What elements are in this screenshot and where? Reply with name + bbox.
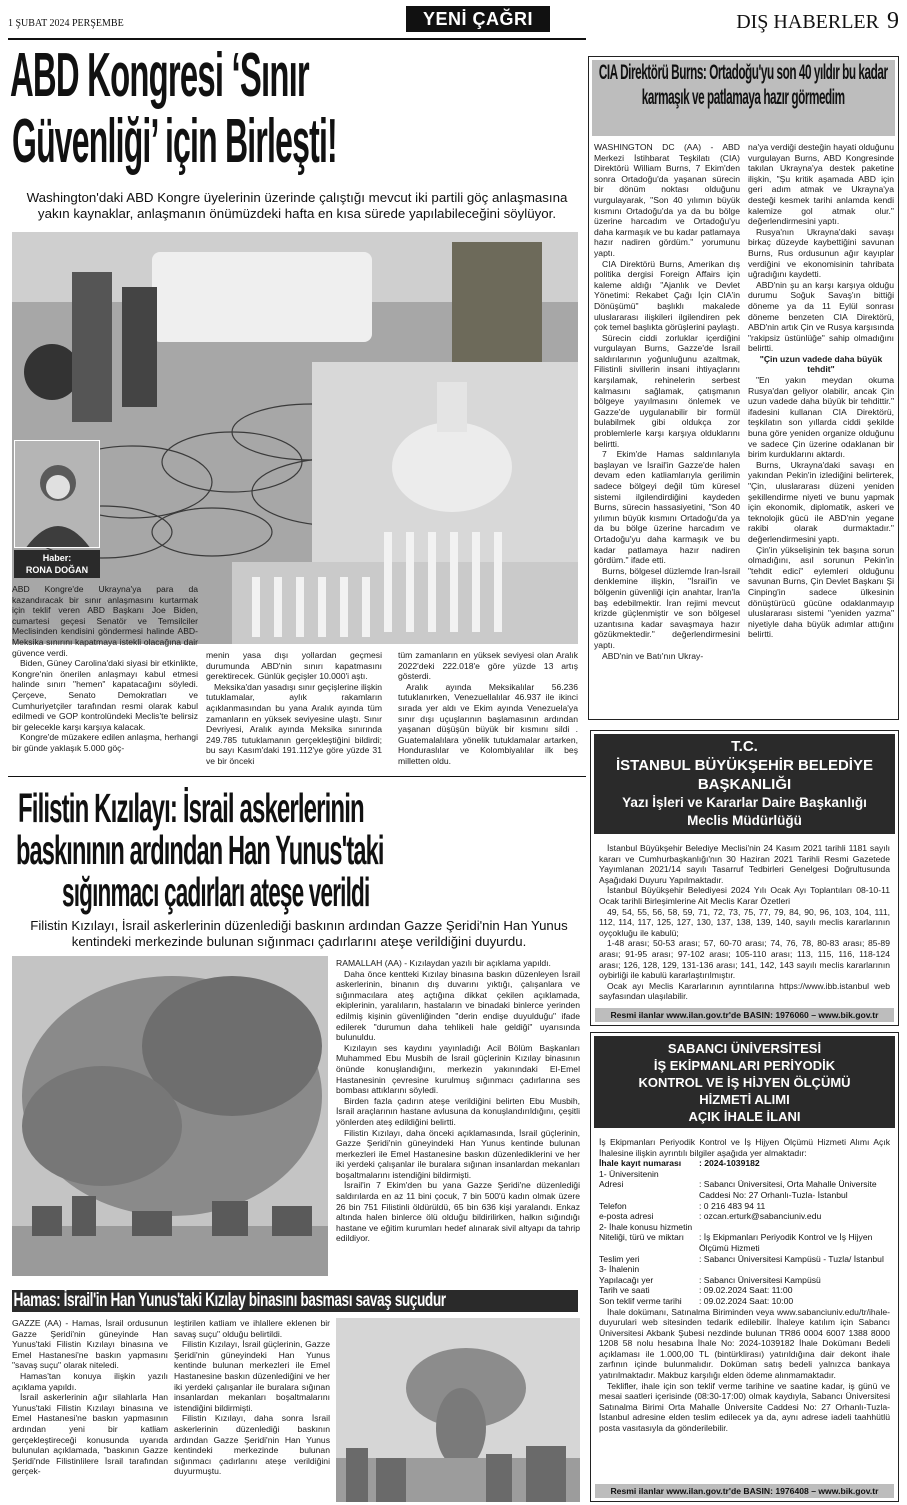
sabanci-notice	[590, 1032, 899, 1502]
byline-label: Haber:	[42, 553, 72, 563]
gaza-paragraph: Birden fazla çadırın ateşe verildiğini belirten Ebu Musbih, İsrail araçlarının hastane avlusuna da konuşlandırıldığını, çeşitli yönlerden ateş edildiğini belirtti.	[336, 1095, 580, 1127]
sabanci-title-line-2: İŞ EKİPMANLARI PERİYODİK	[653, 1058, 836, 1073]
section-title	[736, 8, 899, 35]
detail-key: Telefon	[599, 1200, 627, 1211]
hamas-headline: Hamas: İsrail'in Han Yunus'taki Kızılay binasını basması savaş suçudur	[13, 1290, 446, 1311]
detail-key: 3- İhalenin	[599, 1264, 640, 1275]
detail-value: : İş Ekipmanları Periyodik Kontrol ve İş Hijyen Ölçümü Hizmeti	[699, 1232, 873, 1253]
detail-key: 2- İhale konusu hizmetin	[599, 1221, 693, 1232]
border-capitol-illustration	[12, 232, 578, 644]
hamas-paragraph: GAZZE (AA) - Hamas, İsrail ordusunun Gazze Şeridi'nin güneyinde Han Yunus'taki Filistin Kızılayı binasına ve Emel Hastanesi'ne baskın yapmasını "savaş suçu" olarak niteledi.	[12, 1318, 168, 1371]
lead-paragraph: Meksika'dan yasadışı sınır geçişlerine ilişkin tutuklamalar, aylık rakamların açıklanmasından bu yana Aralık ayında tüm zamanların en yüksek seviyesine ulaştı. Sınır Devriyesi, Aralık ayında Meksika sınırında 249.785 tutuklamanın gerçekleştiğini bildirdi; bu sayı Kasım'daki 191.112'ye göre yüzde 31 ve bir önceki	[206, 681, 382, 766]
cia-paragraph: Sürecin ciddi zorluklar içerdiğini vurgulayan Burns, Gazze'de İsrail saldırılarının yoğunluğunu azaltmak, Filistinli sivillerin insani ihtiyaçlarını karşılamak, rehinelerin serbest kalmasını sağlamak, çatışmanın bölgeye yayılmasını önlemek ve Gazze'de uygulanabilir bir formül bulabilmek gibi oldukça zor problemlerle karşı karşıya olduklarını belirtti.	[594, 332, 740, 449]
header-rule	[8, 38, 586, 40]
lead-headline-line-1: ABD Kongresi ‘Sınır	[10, 41, 309, 110]
reporter-photo	[14, 440, 100, 548]
border-photo	[12, 232, 578, 644]
sabanci-detail-row	[599, 1158, 890, 1169]
hamas-paragraph: leştirilen katliam ve ihlallere eklenen bir savaş suçu" olduğu belirtildi.	[174, 1318, 330, 1339]
cia-paragraph: 7 Ekim'de Hamas saldırılarıyla başlayan ve İsrail'in Gazze'de halen devam eden katliamlarıyla gerilimin sadece bölgeyi değil tüm küresel sistemi ilgilendirdiğini kaydeden Burns, sürecin hassasiyetini, "Son 40 yılımın büyük kısmını Ortadoğu'da ya da bu bölge üzerine harcadım ve Ortadoğu'yu daha karmaşık ve bu kadar patlamaya hazır nadiren gördüm." ifade etti.	[594, 449, 740, 566]
ibb-paragraph: İstanbul Büyükşehir Belediyesi 2024 Yılı Ocak Ayı Toplantıları 08-10-11 Ocak tarihli Birleşimlerine Ait Meclis Karar Özetleri	[599, 885, 890, 906]
lead-paragraph: tüm zamanların en yüksek seviyesi olan Aralık 2022'deki 222.018'e göre yüzde 13 artış gösterdi.	[398, 650, 578, 682]
page-number: 9	[887, 8, 899, 34]
sabanci-title-line-1: SABANCI ÜNİVERSİTESİ	[667, 1041, 822, 1056]
detail-key: 1- Üniversitenin	[599, 1168, 659, 1179]
lead-column-3	[398, 650, 578, 767]
explosion-photo	[336, 1318, 580, 1502]
section-name: DIŞ HABERLER	[736, 11, 879, 33]
explosion-illustration	[336, 1318, 580, 1502]
detail-value	[699, 1169, 890, 1180]
sabanci-detail-row	[599, 1169, 890, 1180]
detail-value: : ozcan.erturk@sabanciuniv.edu	[699, 1211, 822, 1222]
detail-value	[699, 1222, 890, 1233]
gaza-body	[336, 958, 580, 1244]
detail-key: İhale kayıt numarası	[599, 1158, 682, 1169]
cia-paragraph: WASHINGTON DC (AA) - ABD Merkezi İstihbarat Teşkilatı (CIA) Direktörü William Burns, 7 Ekim'den sonra Ortadoğu'da yaşanan sürecin bir dönüm noktası olduğunu vurgulayarak, "Son 40 yılımın büyük kısmını Ortadoğu'da ya da bu bölge üzerine harcadım ve Ortadoğu'yu daha karmaşık ve bu kadar patlamaya hazır nadiren gördüm." yorumunu yaptı.	[594, 142, 740, 258]
detail-value: : 09.02.2024 Saat: 11:00	[699, 1285, 793, 1296]
detail-value	[699, 1264, 890, 1275]
lead-paragraph: Biden, Güney Carolina'daki siyasi bir etkinlikte, Kongre'nin önerilen anlaşmayı kabul etmesi halinde sınırı "hemen" kapatacağını söyledi. Çerçeve, Senato Demokratları ve Cumhuriyetçiler tarafından resmi olarak kabul edilmedi ve GOP kontrolündeki Meclis'te belirsiz bir gelecekle karşı karşıya kalacak.	[12, 658, 198, 732]
lead-paragraph: Aralık ayında Meksikalılar 56.236 tutuklanırken, Venezuellalılar 46.937 ile ikinci sırada yer aldı ve Ekim ayında Venezuela'ya sınır dışı uçuşlarının başlamasının ardından yaşanan düşüşün büyük bir kısmını sildi . Guatemalalılara yönelik tutuklamalar artarken, Honduraslılar ve Kolombiyalılar ilk beş milletten oldu.	[398, 681, 578, 766]
lead-headline-line-2: Güvenliği’ için Birleşti!	[12, 107, 337, 176]
sabanci-paragraph: İhale dokümanı, Satınalma Biriminden veya www.sabanciuniv.edu/tr/ihale-duyurulari web sitesinden tedarik edilebilir. İhaleye katılım için Sabancı Üniversitesi Akbank Şubesi nezdinde bulunan TR86 0004 6007 1388 8000 1208 58 nolu hesabına İhale No: 2024-1039182 İhale Dokümanı Bedeli açıklaması ile 1.000,00 TL (bintürklirası) yatırıldığına dair dekont ihale zarfının içinde bulunmalıdır. Doküman satış bedeli yalnızca bankaya yatırılmaktadır. Makbuz karşılığı elden ödeme alınmamaktadır.	[599, 1306, 890, 1381]
cia-paragraph: "En yakın meydan okuma Rusya'dan geliyor olabilir, ancak Çin uzun vadede daha büyük bir tehdittir." ifadesini kullanan CIA Direktörü, teşkilatın son yıllarda ciddi şekilde buna göre yeniden organize olduğunu ve sadece Çin üzerine odaklanan bir birim kurduklarını aktardı.	[748, 375, 894, 460]
gaza-paragraph: Filistin Kızılayı, daha önceki açıklamasında, İsrail güçlerinin, Gazze Şeridi'nin güneyindeki Han Yunus kentinde bulunan merkezleri ile Emel Hastanesine baskın düzenlediklerini ve her iki yerdeki çalışanlar ile buralara sığınan insanlardan mekanları boşaltmalarını istendiğini bildirmişti.	[336, 1127, 580, 1180]
section-divider	[8, 776, 586, 777]
detail-key: e-posta adresi	[599, 1211, 654, 1222]
ibb-org-line-2: BAŞKANLIĞI	[697, 776, 792, 793]
detail-key: Tarih ve saati	[599, 1285, 650, 1296]
gaza-standfirst: Filistin Kızılayı, İsrail askerlerinin düzenlediği baskının ardından Gazze Şeridi'nin Han Yunus kentindeki merkezinde bulunan sığınmacı çadırlarını ateşe verildiğini duyurdu.	[30, 918, 568, 949]
cia-column-2	[748, 142, 894, 640]
detail-value: : Sabancı Üniversitesi, Orta Mahalle Üniversite Caddesi No: 27 Orhanlı-Tuzla- İstanbul	[699, 1179, 877, 1200]
gaza-paragraph: İsrail'in 7 Ekim'den bu yana Gazze Şeridi'ne düzenlediği saldırılarda en az 11 bini çocuk, 7 bin 500'ü kadın olmak üzere 26 bin 751 Filistinli öldürüldü, 65 bin 636 kişi yaralandı. Enkaz altında halen binlerce ölü olduğu bildirilirken, halkın sığındığı hastane ve eğitim kurumları hedef alınarak sivil altyapı da tahrip edildiyor.	[336, 1180, 580, 1244]
sabanci-detail-row	[599, 1285, 890, 1296]
cia-paragraph: ABD'nin ve Batı'nın Ukray-	[602, 650, 704, 661]
sabanci-detail-row	[599, 1201, 890, 1212]
ibb-body	[591, 837, 898, 1002]
sabanci-detail-row	[599, 1211, 890, 1222]
sabanci-content	[591, 1131, 898, 1434]
ibb-paragraph: 1-48 arası; 50-53 arası; 57, 60-70 arası; 74, 76, 78, 80-83 arası; 85-89 arası; 91-95 arası; 97-102 arası; 105-110 arası; 113, 115, 116, 118-124 arası; 126, 128, 129, 131-136 arası; 141, 142, 143 sayılı meclis kararlarının oybirliği ile kabulü kararlaştırılmıştır.	[599, 938, 890, 981]
cia-paragraph: CIA Direktörü Burns, Amerikan dış politika dergisi Foreign Affairs için kaleme aldığı "Ajanlık ve Devlet Yönetimi: Rekabet Çağı İçin CIA'in Dönüşümü" başlıklı makalede uluslararası ilişkileri ilgilendiren pek çok temel başlıkta görüşlerini paylaştı.	[594, 258, 740, 333]
sabanci-detail-row	[599, 1264, 890, 1275]
sabanci-intro: İş Ekipmanları Periyodik Kontrol ve İş Hijyen Ölçümü Hizmeti Alımı Açık İhalesine ilişkin ayrıntılı bilgiler aşağıda yer almaktadır:	[599, 1137, 890, 1158]
cia-column-1	[594, 142, 740, 661]
ibb-dept-line-2: Meclis Müdürlüğü	[687, 813, 802, 828]
cia-paragraph: ABD'nin şu an karşı karşıya olduğu durumu Soğuk Savaş'ın bittiği döneme ya da 11 Eylül sonrası döneme benzeten CIA Direktörü, ABD'nin artık Çin ve Rusya karşısında "rakipsiz üstünlüğe" sahip olmadığını belirtti.	[748, 279, 894, 354]
detail-value: : 09.02.2024 Saat: 10:00	[699, 1295, 794, 1306]
gaza-paragraph: Kızılayın ses kaydını yayınladığı Acil Bölüm Başkanları Muhammed Ebu Musbih de İsrail güçlerinin Kızılay binasının önünde konuşlandığını, merkezin yakınındaki El-Emel Hastanesinin çevresine kurulmuş sığınmacı çadırlarına ses bombası attıklarını söyledi.	[336, 1042, 580, 1096]
sabanci-detail-row	[599, 1296, 890, 1307]
ibb-tc: T.C.	[731, 738, 758, 755]
ibb-paragraph: 49, 54, 55, 56, 58, 59, 71, 72, 73, 75, 77, 79, 84, 90, 96, 103, 104, 111, 112, 114, 117, 125, 127, 130, 137, 138, 139, 140, sayılı meclis kararlarının oyçokluğu ile kabulü;	[599, 906, 890, 938]
issue-date: 1 ŞUBAT 2024 PERŞEMBE	[8, 18, 124, 29]
lead-column-1	[12, 584, 198, 754]
sabanci-paragraph: Teklifler, ihale için son teklif verme tarihine ve saatine kadar, iş günü ve mesai saatleri içerisinde (08:30-17:00) olmak kaydıyla, Sabancı Üniversitesi Satınalma Birimi Orta Mahalle Üniversite Caddesi No: 27 Orhanlı-Tuzla-İstanbul adresine elden teslim edilecek ya da, aynı adrese iadeli taahhütlü posta vasıtasıyla da gönderilebilir.	[599, 1380, 890, 1434]
reporter-portrait	[15, 441, 100, 548]
ibb-notice	[590, 730, 899, 1026]
cia-paragraph: Burns, bölgesel düzlemde İran-İsrail denklemine ilişkin, "İsrail'in ve bölgenin güvenliği için anahtar, İran'la baş edebilmektir. İran rejimi mevcut krizde güçlenmiştir ve son bölgesel uzantısına kadar savaşmaya hazır gözükmektedir." değerlendirmesini yaptı.	[594, 565, 740, 650]
sabanci-detail-row	[599, 1254, 890, 1265]
byline-box	[14, 550, 100, 578]
page-header	[8, 6, 899, 36]
sabanci-footer: Resmi ilanlar www.ilan.gov.tr'de BASIN: 1976408 – www.bik.gov.tr	[595, 1484, 894, 1498]
sabanci-details	[599, 1158, 890, 1306]
detail-key: Niteliği, türü ve miktarı	[599, 1232, 685, 1243]
detail-value: : 0 216 483 94 11	[699, 1200, 766, 1211]
gaza-headline-line-2: baskınının ardından Han Yunus'taki	[16, 827, 384, 873]
newspaper-logo: YENİ ÇAĞRI	[406, 6, 550, 32]
sabanci-detail-row	[599, 1222, 890, 1233]
lead-paragraph: ABD Kongre'de Ukrayna'ya para da kazandıracak bir sınır anlaşmasını kurtarmak için teklif veren ABD Başkanı Joe Biden, cumartesi geçesi Senatör ve Temsilciler Meclisinden kendisini göndermesi halinde ABD-Meksika sınırını kapatmaya istekli olacağına dair güvence verdi.	[12, 584, 198, 658]
cia-paragraph: na'ya verdiği desteğin hayati olduğunu vurgulayan Burns, ABD Kongresinde takılan Ukrayna'ya destek paketine ilişkin, "Şu kritik aşamada ABD için geri adım atmak ve Ukrayna'ya desteği kesmek tarihi anlamda kendi kalemize gol atmak olur." değerlendirmesini yaptı.	[748, 142, 894, 227]
smoke-photo	[12, 956, 328, 1276]
sabanci-title-line-5: AÇIK İHALE İLANI	[688, 1109, 801, 1124]
detail-key: Yapılacağı yer	[599, 1274, 654, 1285]
sabanci-title-line-4: HİZMETİ ALIMI	[699, 1092, 790, 1107]
sabanci-detail-row	[599, 1232, 890, 1253]
gaza-headline-line-3: sığınmacı çadırları ateşe verildi	[62, 869, 370, 915]
cia-headline-band	[592, 60, 895, 136]
detail-value: : Sabancı Üniversitesi Kampüsü - Tuzla/ İstanbul	[699, 1253, 884, 1264]
ibb-footer: Resmi ilanlar www.ilan.gov.tr'de BASIN: 1976060 – www.bik.gov.tr	[595, 1008, 894, 1022]
cia-paragraph: Burns, Ukrayna'daki savaşı en yakından Pekin'in izlediğini belirterek, "Çin, uluslararası düzeni yeniden şekillendirme niyeti ve bunu yapmak için ekonomik, diplomatik, askeri ve teknolojik gücü ile ABD'nin yegane rakibi olarak durmaktadır." değerlendirmesini yaptı.	[748, 459, 894, 544]
hamas-paragraph: Hamas'tan konuya ilişkin yazılı açıklama yapıldı.	[12, 1370, 168, 1392]
cia-paragraph: Çin'in yükselişinin tek başına sorun olmadığını, asıl sorunun Pekin'in "tehdit edici" eylemleri olduğunu savunan Burns, Çin Devlet Başkanı Şi Cinping'in sadece ülkesinin dönüştürücü gücüne odaklanmayıp uluslararası sistemi "yeniden yazma" niyetiyle daha büyük adımlar attığını belirtti.	[748, 544, 894, 640]
ibb-paragraph: Ocak ayı Meclis Kararlarının ayrıntılarına https://www.ibb.istanbul web sayfasından ulaşılabilir.	[599, 980, 890, 1002]
sabanci-detail-row	[599, 1275, 890, 1286]
detail-value: : 2024-1039182	[699, 1158, 760, 1169]
ibb-header	[594, 734, 895, 834]
gaza-paragraph: RAMALLAH (AA) - Kızılaydan yazılı bir açıklama yapıldı.	[336, 958, 551, 968]
hamas-paragraph: Filistin Kızılayı, daha sonra İsrail askerlerinin düzenlediği baskının ardından Gazze Şeridi'nin Han Yunus kentindeki merkezinde bulunan sığınmacı çadırlarını ateşe verildiğini duyurmuştu.	[174, 1413, 330, 1477]
gaza-paragraph: Daha önce kentteki Kızılay binasına baskın düzenleyen İsrail askerlerinin, binanın dış duvarını yıktığı, çalışanlara ve sığınmacılara ateş açtığına dikkat çekilen açıklamada, ekiplerinin, yaralıların, hastaların ve binadaki binlerce yerinden edilmiş kişinin güvenliğinden "derin endişe duyulduğu" ifade edilerek "durumun daha tehlikeli hale geldiği" uyarısında bulunuldu.	[336, 968, 580, 1043]
hamas-column-1	[12, 1318, 168, 1477]
smoke-illustration	[12, 956, 328, 1276]
detail-key: Adresi	[599, 1179, 624, 1190]
lead-standfirst: Washington'daki ABD Kongre üyelerinin üzerinde çalıştığı mevcut iki partili göç anlaşmasına yakın kaynaklar, anlaşmanın önümüzdeki hafta en kısa sürede yapılabileceğini söylüyor.	[26, 190, 568, 221]
sabanci-body	[599, 1307, 890, 1434]
detail-value: : Sabancı Üniversitesi Kampüsü	[699, 1274, 821, 1285]
lead-column-2	[206, 650, 382, 767]
sabanci-detail-row	[599, 1179, 890, 1200]
ibb-paragraph: İstanbul Büyükşehir Belediye Meclisi'nin 24 Kasım 2021 tarihli 1181 sayılı kararı ve Cumhurbaşkanlığı'nın 30 Haziran 2021 Tarihli Resmi Gazetede Yayımlanan 2021/14 sayılı Tasarruf Tedbirleri Genelgesi Doğrultusunda Aşağıdaki Duyuru Yapılmaktadır.	[599, 843, 890, 885]
hamas-paragraph: Filistin Kızılayı, İsrail güçlerinin, Gazze Şeridi'nin güneyindeki Han Yunus kentinde bulunan merkezleri ile Emel Hastanesine baskın düzenlediğini ve her iki yerdeki çalışanlar ile buralara sığınan insanlardan mekanları boşaltmalarını istendiğini bildirmişti.	[174, 1339, 330, 1413]
lead-paragraph: Kongre'de müzakere edilen anlaşma, herhangi bir günde yaklaşık 5.000 göç-	[12, 732, 198, 753]
cia-paragraph: Rusya'nın Ukrayna'daki savaşı birkaç düzeyde kaybettiğini savunan Burns, Rus ordusunun ağır kayıplar verdiğini ve ekonomisinin tahribata uğradığını kaydetti.	[748, 226, 894, 280]
cia-headline: CIA Direktörü Burns: Ortadoğu'yu son 40 yıldır bu kadar karmaşık ve patlamaya hazır görmedim	[598, 61, 888, 109]
hamas-column-2	[174, 1318, 330, 1477]
hamas-paragraph: İsrail askerlerinin ağır silahlarla Han Yunus'taki Filistin Kızılayı binasına ve Emel Hastanesi'ne baskın yapmasının ardından yeni bir katliam gerçekleştireceği konusunda uyarıda bulunulan açıklamada, "baskının Gazze Şeridi'nde Filistinlilere İsrail tarafından gerçek-	[12, 1392, 168, 1477]
cia-subhead: "Çin uzun vadede daha büyük tehdit"	[759, 353, 883, 375]
detail-key: Teslim yeri	[599, 1253, 640, 1264]
byline-name: RONA DOĞAN	[25, 565, 89, 575]
ibb-org-line-1: İSTANBUL BÜYÜKŞEHİR BELEDİYE	[616, 757, 873, 774]
ibb-dept-line-1: Yazı İşleri ve Kararlar Daire Başkanlığı	[622, 795, 867, 810]
sabanci-title-line-3: KONTROL VE İŞ HİJYEN ÖLÇÜMÜ	[638, 1075, 851, 1090]
hamas-headline-band	[12, 1290, 578, 1312]
lead-paragraph: menin yasa dışı yollardan geçmesi durumunda ABD'nin sınırı kapatmasını gerektirecek. Günlük geçişler 10.000'i aştı.	[206, 650, 382, 682]
detail-key: Son teklif verme tarihi	[599, 1295, 682, 1306]
sabanci-header	[594, 1036, 895, 1128]
gaza-headline-line-1: Filistin Kızılayı: İsrail askerlerinin	[18, 785, 364, 831]
